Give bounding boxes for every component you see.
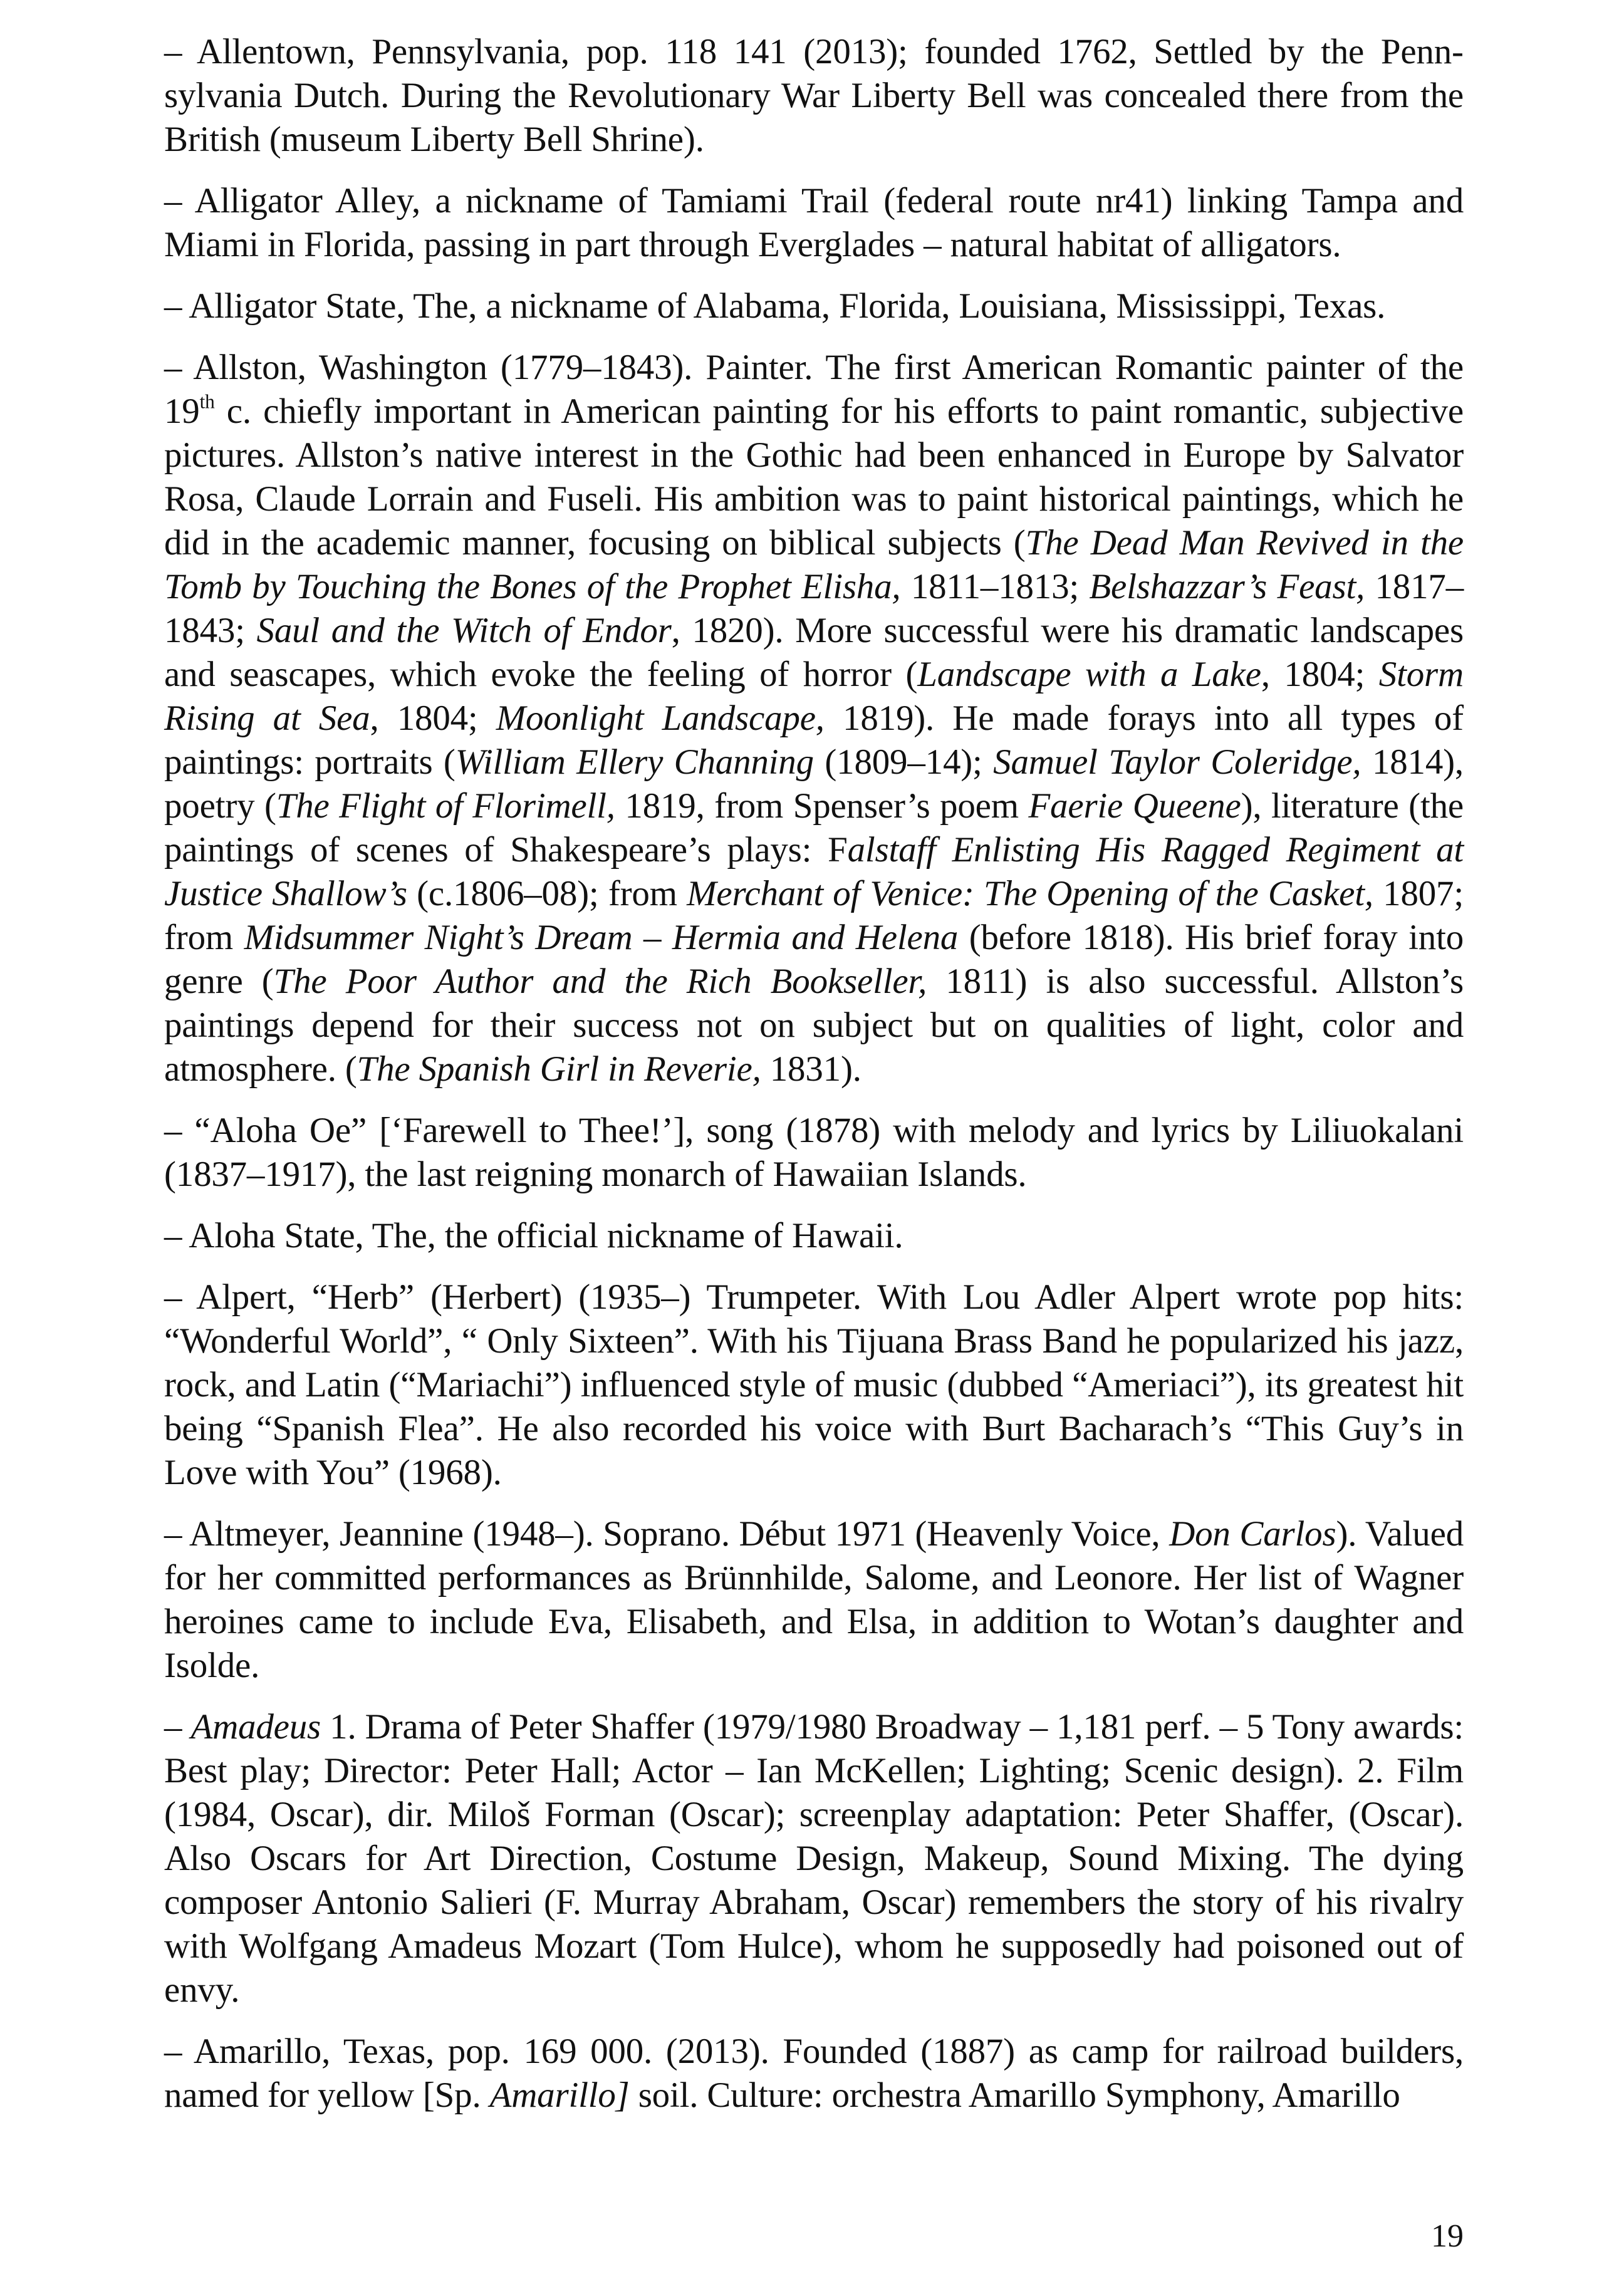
entry-text: – Alligator State, The, a nickname of Alabama, Florida, Louisiana, Mississippi, Texas. <box>164 286 1386 326</box>
entry-text: – “Aloha Oe” [‘Farewell to Thee!’], song (1878) with melody and lyrics by Liliuokalani (1837–1917), the last reigning monarch of Hawaiian Islands. <box>164 1111 1464 1194</box>
entry-altmeyer-jeannine <box>164 1512 1464 1688</box>
italic-title-text: The Dead Man Revived in the Tomb by Touching the Bones of the Prophet Elisha, <box>164 523 1464 606</box>
entry-text: – Altmeyer, Jeannine (1948–). Soprano. Début 1971 (Heavenly Voice, <box>164 1514 1170 1554</box>
entry-text: (1809–14); <box>813 742 994 782</box>
italic-title-text: The Spanish Girl in Reverie, <box>357 1049 761 1089</box>
italic-title-text: The Poor Author and the Rich Bookseller, <box>273 962 927 1001</box>
entry-text: c. chiefly important in American painting for his efforts to paint romantic, subjective pictures. Allston’s native interest in the Gothic had been enhanced in Europe by Salvator Rosa, Claude Lorrain and Fuseli. His ambition was to paint historical paintings, which he did in the academic manner, focusing on biblical subjects ( <box>164 392 1464 563</box>
entry-aloha-state <box>164 1214 1464 1258</box>
entry-amadeus <box>164 1705 1464 2012</box>
superscript-text: th <box>199 390 215 413</box>
entry-allentown <box>164 30 1464 162</box>
entry-text: – Allentown, Pennsylvania, pop. 118 141 (2013); founded 1762, Settled by the Pennsylvania Dutch. During the Revolutionary War Liberty Bell was concealed there from the British (museum Liberty Bell Shrine). <box>164 32 1464 159</box>
italic-title-text: Saul and the Witch of Endor <box>256 611 672 650</box>
entry-allston-washington <box>164 346 1464 1091</box>
italic-title-text: alstaff Enlisting His Ragged Regiment at Justice Shallow’s <box>164 830 1464 913</box>
italic-title-text: Samuel Taylor Coleridge, <box>993 742 1361 782</box>
entry-text: ). Valued for her committed performances as Brünnhilde, Salome, and Leonore. Her list of Wagner heroines came to include Eva, Elisabeth, and Elsa, in addition to Wotan’s daughter and Isolde. <box>164 1514 1464 1685</box>
entry-text: , 1804; <box>370 699 496 738</box>
entry-text: 1807; from <box>164 874 1464 957</box>
italic-title-text: William Ellery Channing <box>455 742 814 782</box>
entry-text: , 1804; <box>1261 655 1379 694</box>
italic-title-text: Storm Rising at Sea <box>164 655 1464 738</box>
entry-text: ), literature (the paintings of scenes of Shakespeare’s plays: F <box>164 786 1464 870</box>
entry-text: – Amarillo, Texas, pop. 169 000. (2013). Founded (1887) as camp for railroad builders, named for yellow [Sp. <box>164 2032 1464 2115</box>
entry-aloha-oe <box>164 1109 1464 1197</box>
italic-title-text: Don Carlos <box>1169 1514 1336 1554</box>
italic-title-text: Landscape with a Lake <box>917 655 1261 694</box>
entry-text: 1. Drama of Peter Shaffer (1979/1980 Broadway – 1,181 perf. – 5 Tony awards: Best play; Director: Peter Hall; Actor – Ian McKellen; Lighting; Scenic design). 2. Film (1984, Oscar), dir. Miloš Forman (Oscar); screenplay adaptation: Peter Shaffer, (Oscar). Also Oscars for Art Direction, Costume Design, Makeup, Sound Mixing. The dying composer Antonio Salieri (F. Murray Abraham, Oscar) remembers the story of his rivalry with Wolfgang Amadeus Mozart (Tom Hulce), whom he supposedly had poisoned out of envy. <box>164 1707 1464 2010</box>
italic-title-text: Midsummer Night’s Dream – Hermia and Helena <box>244 918 959 957</box>
entry-text: , 1820). More successful were his dramatic landscapes and seascapes, which evoke the feeling of horror ( <box>164 611 1464 694</box>
entry-text: soil. Culture: orchestra Amarillo Symphony, Amarillo <box>629 2075 1400 2115</box>
entry-text: 1819, from Spenser’s poem <box>615 786 1029 826</box>
entry-text: (c.1806–08); from <box>407 874 687 913</box>
document-page <box>164 30 1464 2135</box>
entry-text: (before 1818). His brief foray into genre ( <box>164 918 1464 1001</box>
entry-text: 1819). He made forays into all types of paintings: portraits ( <box>164 699 1464 782</box>
entry-text: 1831). <box>761 1049 861 1089</box>
entry-text: 1811) is also successful. Allston’s paintings depend for their success not on subject but on qualities of light, color and atmosphere. ( <box>164 962 1464 1089</box>
entry-text: 1817–1843; <box>164 567 1464 650</box>
entry-text: 1811–1813; <box>900 567 1090 606</box>
italic-title-text: Faerie Queene <box>1028 786 1241 826</box>
entry-text: – Allston, Washington (1779–1843). Painter. The first American Romantic painter of the 19 <box>164 348 1464 431</box>
entry-alligator-state <box>164 284 1464 328</box>
entry-amarillo <box>164 2030 1464 2117</box>
italic-title-text: Merchant of Venice: The Opening of the Casket, <box>687 874 1373 913</box>
entry-text: – <box>164 1707 191 1747</box>
italic-title-text: The Flight of Florimell, <box>276 786 615 826</box>
entry-list <box>164 30 1464 2117</box>
italic-title-text: Amarillo] <box>489 2075 630 2115</box>
italic-title-text: Moonlight Landscape, <box>496 699 825 738</box>
entry-text: – Alpert, “Herb” (Herbert) (1935–) Trumpeter. With Lou Adler Alpert wrote pop hits: “Wonderful World”, “ Only Sixteen”. With his Tijuana Brass Band he popularized his jazz, rock, and Latin (“Mariachi”) influenced style of music (dubbed “Ameriaci”), its greatest hit being “Spanish Flea”. He also recorded his voice with Burt Bacharach’s “This Guy’s in Love with You” (1968). <box>164 1277 1464 1492</box>
italic-title-text: Amadeus <box>190 1707 321 1747</box>
entry-text: 1814), poetry ( <box>164 742 1464 826</box>
entry-text: – Aloha State, The, the official nickname of Hawaii. <box>164 1216 903 1255</box>
entry-alpert-herb <box>164 1275 1464 1495</box>
italic-title-text: Belshazzar’s Feast, <box>1089 567 1365 606</box>
page-number: 19 <box>1431 2218 1464 2254</box>
entry-text: – Alligator Alley, a nickname of Tamiami Trail (federal route nr41) linking Tampa and Miami in Florida, passing in part through Everglades – natural habitat of alligators. <box>164 181 1464 264</box>
entry-alligator-alley <box>164 179 1464 267</box>
